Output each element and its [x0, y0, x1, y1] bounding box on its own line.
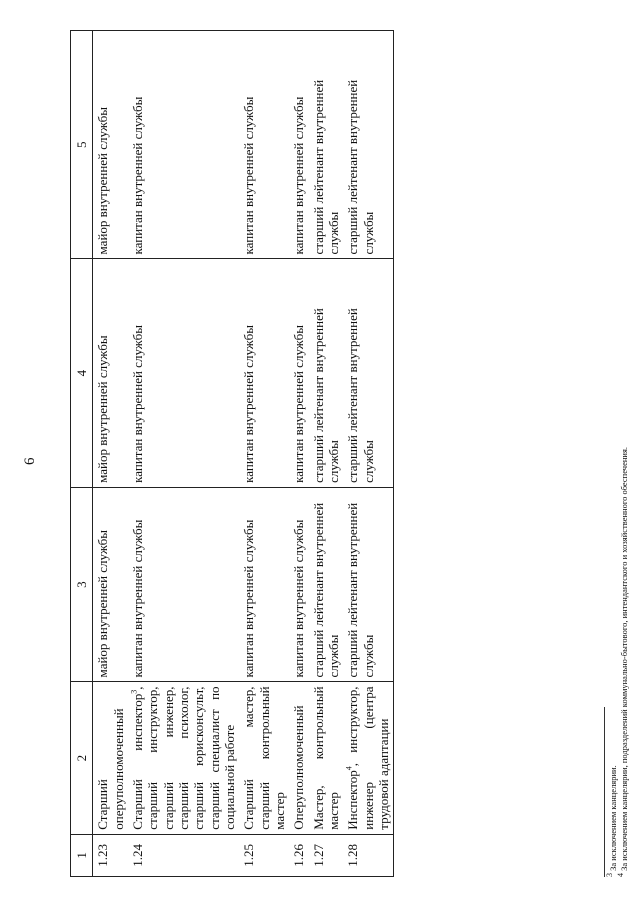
table-header-row [71, 31, 93, 877]
footnotes [604, 17, 629, 877]
footnote-mark: 4 [615, 873, 625, 877]
table-row [93, 31, 128, 877]
header-col-4: 4 [71, 259, 93, 487]
row-number: 1.23 [93, 834, 128, 876]
rank-col-4: капитан внутренней службы [128, 259, 239, 487]
position-text: Старший инспектор [129, 693, 145, 830]
header-col-5: 5 [71, 31, 93, 259]
footnote [615, 17, 630, 877]
rank-table [70, 30, 394, 877]
rank-col-3: капитан внутренней службы [239, 487, 289, 682]
footnote [605, 17, 619, 877]
table-row [128, 31, 239, 877]
position-name [93, 682, 128, 834]
position-text: Старший мастер, старший контрольный мастер [241, 686, 287, 830]
rank-col-4: старший лейтенант внутренней службы [343, 259, 393, 487]
rank-col-5: майор внутренней службы [93, 31, 128, 259]
footnote-ref: 3 [129, 689, 139, 694]
rank-col-5: старший лейтенант внутренней службы [343, 31, 393, 259]
header-col-1: 1 [71, 834, 93, 876]
rank-col-4: капитан внутренней службы [239, 259, 289, 487]
rank-col-3: капитан внутренней службы [289, 487, 308, 682]
position-name [239, 682, 289, 834]
footnote-rule [604, 707, 605, 877]
rank-col-3: старший лейтенант внутренней службы [343, 487, 393, 682]
table-row [309, 31, 344, 877]
row-number: 1.28 [343, 834, 393, 876]
rank-col-3: старший лейтенант внутренней службы [309, 487, 344, 682]
rank-col-4: старший лейтенант внутренней службы [309, 259, 344, 487]
position-text-cont: , инструктор, инженер (центра трудовой адаптации [345, 686, 391, 830]
header-col-3: 3 [71, 487, 93, 682]
rank-col-5: капитан внутренней службы [239, 31, 289, 259]
page-number: 6 [22, 457, 38, 465]
row-number: 1.24 [128, 834, 239, 876]
rank-col-4: капитан внутренней службы [289, 259, 308, 487]
rank-col-5: капитан внутренней службы [128, 31, 239, 259]
position-name [289, 682, 308, 834]
position-name [128, 682, 239, 834]
position-text: Оперуполномоченный [291, 705, 307, 830]
footnote-mark: 3 [605, 873, 615, 877]
table-row [239, 31, 289, 877]
footnote-ref: 4 [344, 766, 354, 771]
position-name [343, 682, 393, 834]
rank-col-4: майор внутренней службы [93, 259, 128, 487]
position-text: Старший оперуполномоченный [95, 708, 126, 830]
row-number: 1.26 [289, 834, 308, 876]
footnote-text: За исключением канцелярии, подразделений коммунально-бытового, интендантского и хозяйственного обеспечения. [618, 447, 629, 871]
row-number: 1.27 [309, 834, 344, 876]
rank-col-5: капитан внутренней службы [289, 31, 308, 259]
rank-col-3: капитан внутренней службы [128, 487, 239, 682]
row-number: 1.25 [239, 834, 289, 876]
table-row [343, 31, 393, 877]
table-row [289, 31, 308, 877]
position-text: Инспектор [345, 770, 361, 830]
header-col-2: 2 [71, 682, 93, 834]
position-name [309, 682, 344, 834]
footnote-text: За исключением канцелярии. [608, 765, 618, 871]
position-text-cont: , старший инструктор, старший инженер, старший психолог, старший юрисконсульт, старший специалист по социальной работе [129, 686, 237, 830]
rank-col-3: майор внутренней службы [93, 487, 128, 682]
rank-col-5: старший лейтенант внутренней службы [309, 31, 344, 259]
position-text: Мастер, контрольный мастер [310, 686, 341, 830]
